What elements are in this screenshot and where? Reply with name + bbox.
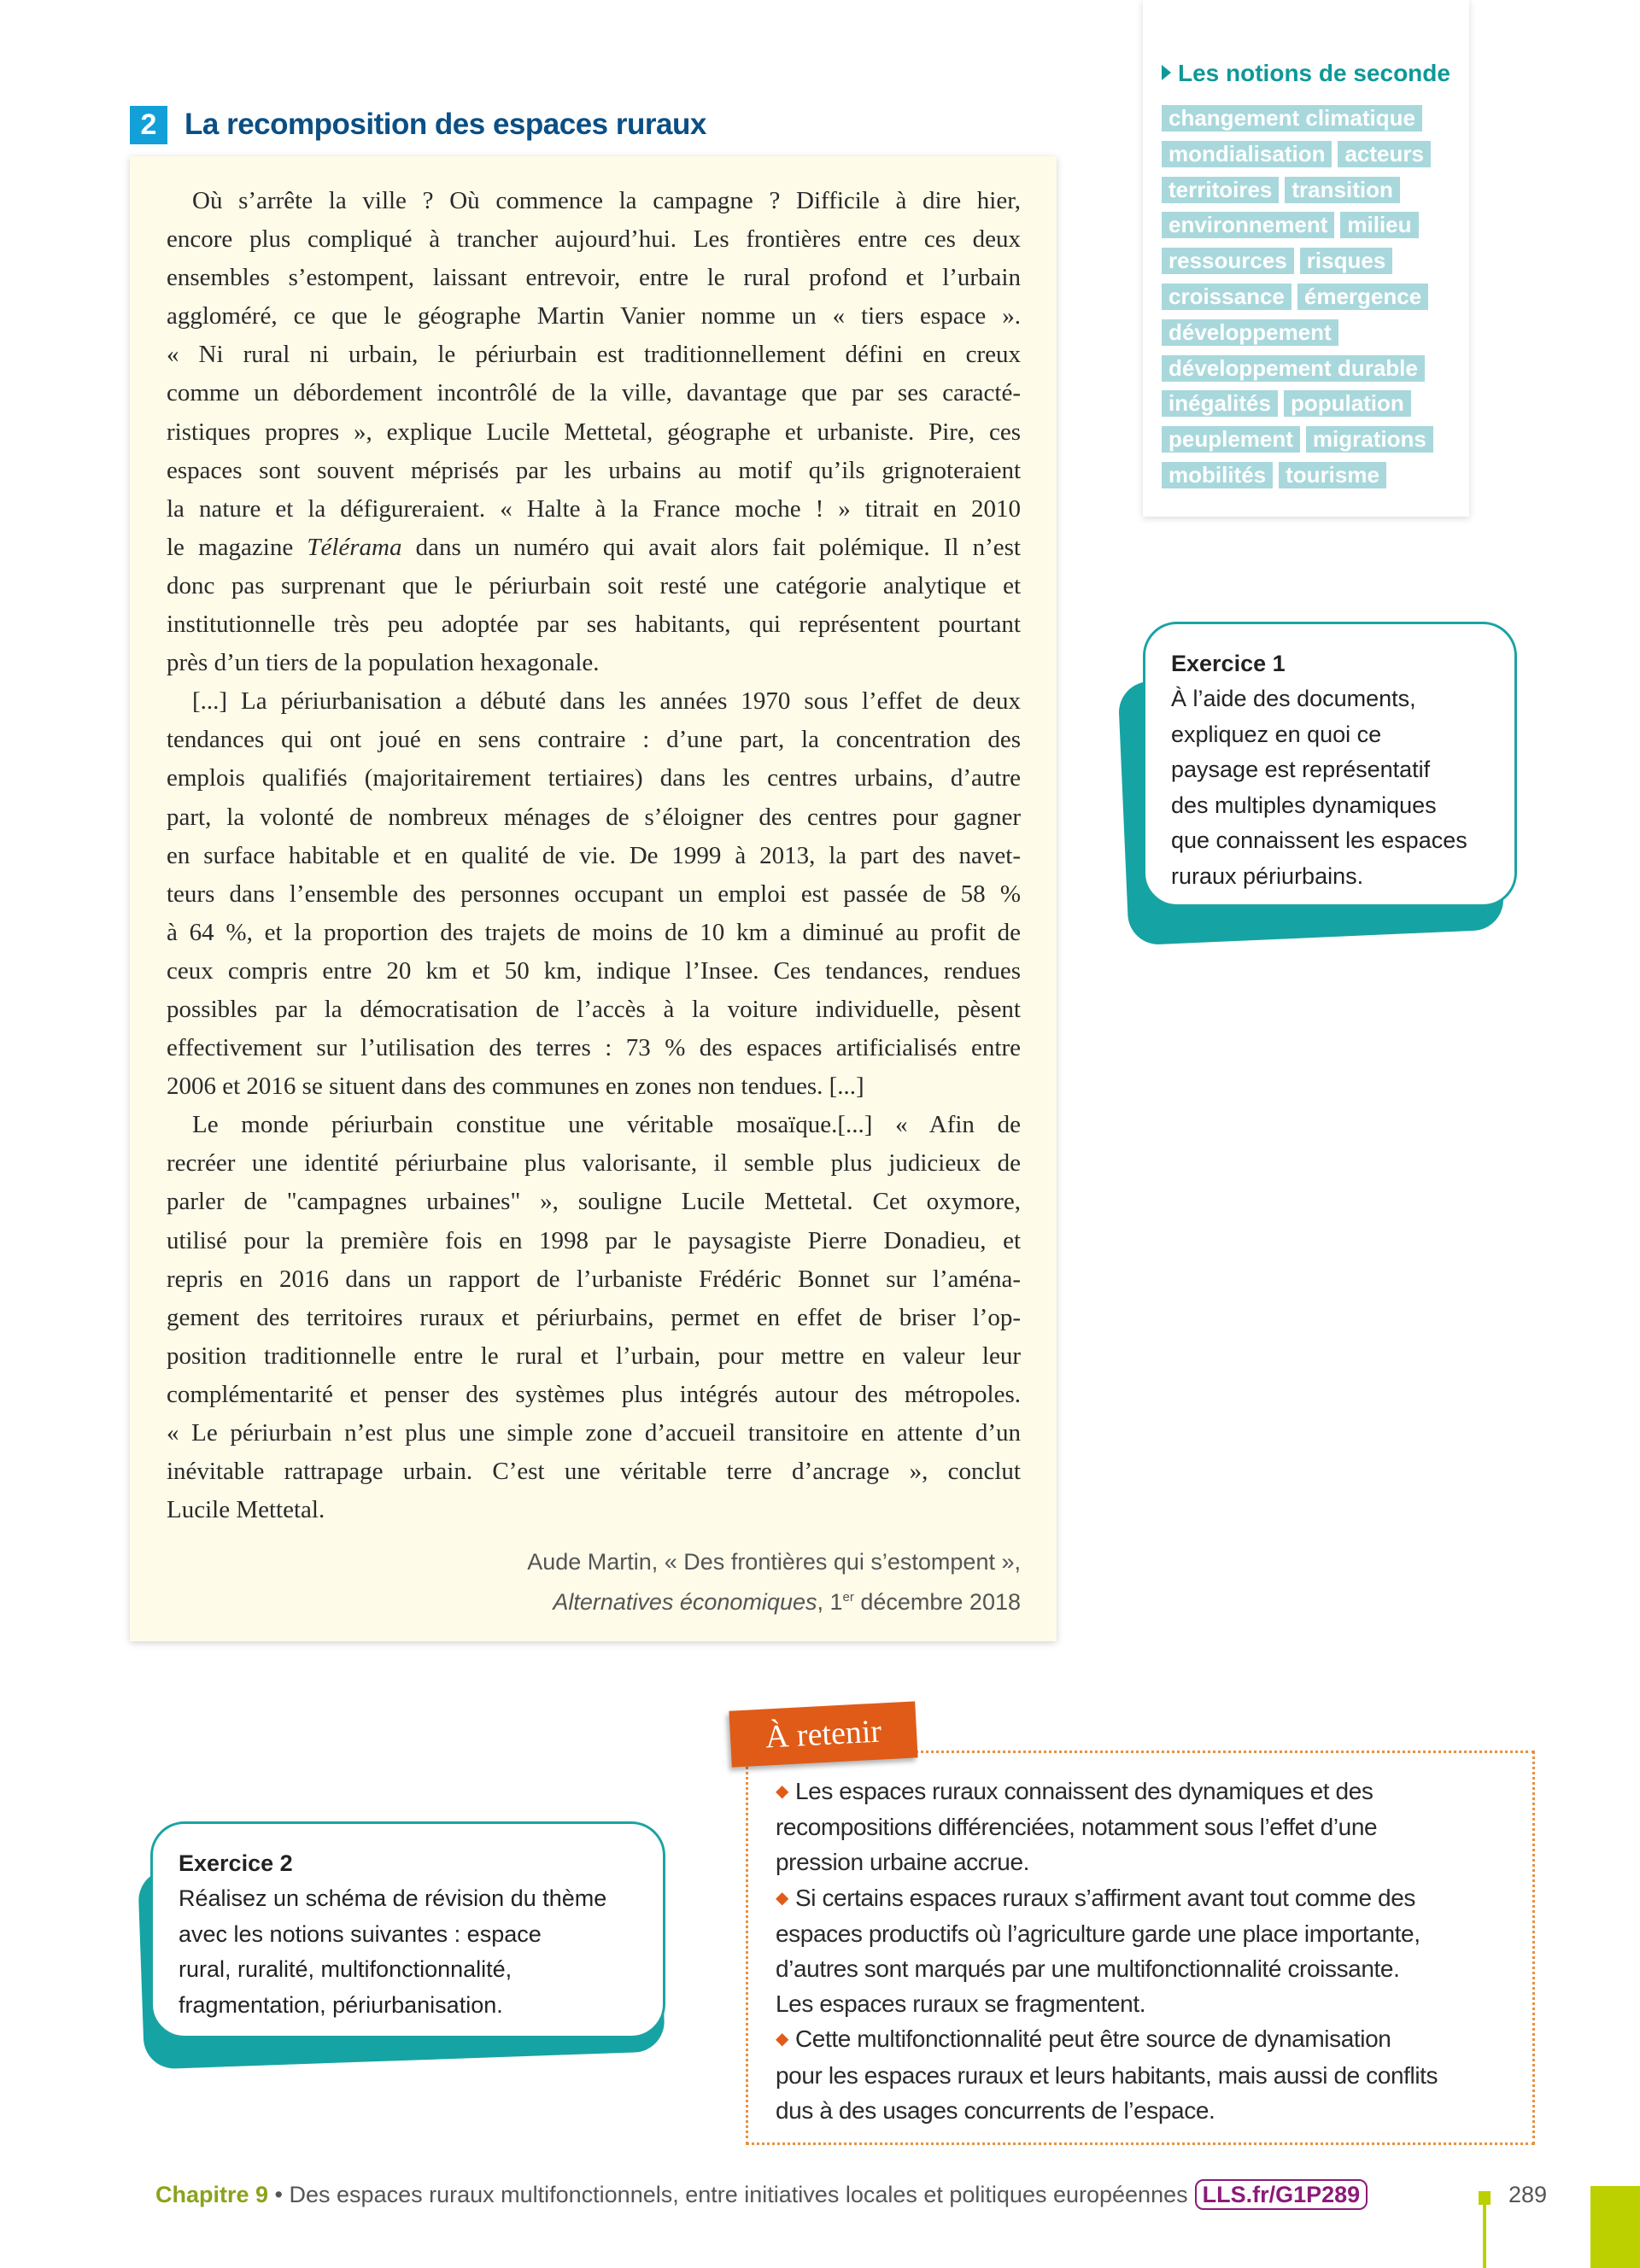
tag-row bbox=[1162, 426, 1461, 462]
tag-row bbox=[1162, 390, 1461, 426]
triangle-right-icon bbox=[1162, 65, 1171, 80]
retenir-text: Cette multifonctionnalité peut être source de dynamisation bbox=[794, 2025, 1391, 2053]
notion-tag: développement bbox=[1162, 319, 1338, 346]
retenir-line: dus à des usages concurrents de l’espace. bbox=[776, 2096, 1215, 2124]
notion-tag: tourisme bbox=[1279, 462, 1386, 488]
article-line: donc pas surprenant que le périurbain soit resté une catégorie analytique et bbox=[167, 571, 1021, 599]
retenir-text: Si certains espaces ruraux s’affirment avant tout comme des bbox=[794, 1884, 1415, 1911]
article-line: « Ni rural ni urbain, le périurbain est traditionnellement défini en creux bbox=[167, 341, 1021, 369]
article-line: espaces sont souvent méprisés par les urbains au motif qu’ils grignoteraient bbox=[167, 456, 1021, 484]
notion-tag: émergence bbox=[1297, 284, 1428, 310]
citation bbox=[527, 1545, 1021, 1620]
exercise-line: avec les notions suivantes : espace bbox=[179, 1920, 542, 1947]
footer-separator: • bbox=[268, 2182, 290, 2207]
notion-tag: acteurs bbox=[1338, 141, 1431, 167]
diamond-bullet-icon: ◆ bbox=[776, 2030, 788, 2049]
retenir-line: d’autres sont marqués par une multifonctionnalité croissante. bbox=[776, 1955, 1400, 1983]
footer-marker bbox=[1479, 2191, 1491, 2205]
retenir-text: Les espaces ruraux connaissent des dynamiques et des bbox=[794, 1778, 1374, 1804]
citation-date-rest: décembre 2018 bbox=[853, 1589, 1021, 1615]
notion-tag: territoires bbox=[1162, 177, 1279, 203]
tag-row bbox=[1162, 462, 1461, 498]
exercise2-box bbox=[150, 1821, 665, 2038]
article-box bbox=[130, 156, 1057, 1641]
article-line: aggloméré, ce que le géographe Martin Vanier nomme un « tiers espace ». bbox=[167, 302, 1021, 330]
retenir-line: recompositions différenciées, notamment sous l’effet d’une bbox=[776, 1814, 1378, 1841]
tag-row bbox=[1162, 284, 1461, 319]
exercise-line: rural, ruralité, multifonctionnalité, bbox=[179, 1956, 512, 1982]
tag-row bbox=[1162, 105, 1461, 141]
article-line: institutionnelle très peu adoptée par ses habitants, qui représentent pourtant bbox=[167, 611, 1021, 639]
article-line: teurs dans l’ensemble des personnes occupant un emploi est passée de 58 % bbox=[167, 880, 1021, 908]
article-line: repris en 2016 dans un rapport de l’urbaniste Frédéric Bonnet sur l’aména- bbox=[167, 1265, 1021, 1293]
article-line: à 64 %, et la proportion des trajets de moins de 10 km a diminué au profit de bbox=[167, 918, 1021, 946]
exercise-line: paysage est représentatif bbox=[1171, 757, 1431, 782]
article-line: comme un débordement incontrôlé de la ville, davantage que par ses caracté- bbox=[167, 379, 1021, 407]
article-line: la nature et la défigureraient. « Halte à la France moche ! » titrait en 2010 bbox=[167, 494, 1021, 523]
footer-chapter-title: Des espaces ruraux multifonctionnels, entre initiatives locales et politiques européennes bbox=[289, 2182, 1188, 2207]
footer-chapter: Chapitre 9 bbox=[155, 2182, 269, 2207]
tag-row bbox=[1162, 212, 1461, 248]
citation-author-title: Aude Martin, « Des frontières qui s’estompent », bbox=[527, 1549, 1021, 1575]
article-line: 2006 et 2016 se situent dans des communes en zones non tendues. [...] bbox=[167, 1073, 864, 1101]
tag-row bbox=[1162, 355, 1461, 391]
article-line bbox=[167, 529, 1021, 567]
exercise-line: expliquez en quoi ce bbox=[1171, 721, 1382, 747]
notions-title bbox=[1162, 60, 1450, 87]
exercise-line: ruraux périurbains. bbox=[1171, 862, 1364, 889]
section-number-badge: 2 bbox=[130, 106, 167, 144]
article-text: le magazine bbox=[167, 533, 308, 561]
exercise1-title: Exercice 1 bbox=[1171, 651, 1286, 676]
notions-title-text: Les notions de seconde bbox=[1178, 60, 1450, 86]
retenir-line: Les espaces ruraux se fragmentent. bbox=[776, 1990, 1146, 2018]
citation-source: Alternatives économiques bbox=[553, 1589, 817, 1615]
article-line: position traditionnelle entre le rural et l’urbain, pour mettre en valeur leur bbox=[167, 1342, 1021, 1370]
article-line: recréer une identité périurbaine plus valorisante, il semble plus judicieux de bbox=[167, 1149, 1021, 1178]
notion-tag: migrations bbox=[1306, 426, 1433, 453]
corner-tab bbox=[1590, 2186, 1640, 2268]
article-line: gement des territoires ruraux et périurbains, permet en effet de briser l’op- bbox=[167, 1303, 1021, 1331]
exercise-line: que connaissent les espaces bbox=[1171, 827, 1467, 853]
article-line: [...] La périurbanisation a débuté dans les années 1970 sous l’effet de deux bbox=[192, 687, 1021, 716]
notion-tag: développement durable bbox=[1162, 355, 1425, 382]
notion-tag: peuplement bbox=[1162, 426, 1300, 453]
exercise2-text bbox=[179, 1881, 606, 2023]
notion-tag: population bbox=[1284, 390, 1411, 417]
article-line: emplois qualifiés (majoritairement tertiaires) dans les centres urbains, d’autre bbox=[167, 764, 1021, 792]
article-text: dans un numéro qui avait alors fait polémique. Il n’est bbox=[401, 533, 1021, 561]
section-title: La recomposition des espaces ruraux bbox=[184, 108, 706, 141]
article-line: Lucile Mettetal. bbox=[167, 1496, 325, 1524]
article-line: Où s’arrête la ville ? Où commence la campagne ? Difficile à dire hier, bbox=[192, 187, 1021, 214]
exercise-line: des multiples dynamiques bbox=[1171, 792, 1437, 818]
retenir-item bbox=[776, 2021, 1519, 2128]
exercise1-text bbox=[1171, 681, 1467, 894]
retenir-title: À retenir bbox=[729, 1701, 917, 1767]
magazine-title: Télérama bbox=[307, 533, 402, 561]
footer bbox=[155, 2177, 1368, 2212]
article-line: Le monde périurbain constitue une véritable mosaïque.[...] « Afin de bbox=[192, 1111, 1021, 1139]
article-line: possibles par la démocratisation de l’accès à la voiture individuelle, pèsent bbox=[167, 995, 1021, 1023]
tag-row bbox=[1162, 319, 1461, 355]
article-line: près d’un tiers de la population hexagonale. bbox=[167, 649, 600, 677]
article-line: ristiques propres », explique Lucile Mettetal, géographe et urbaniste. Pire, ces bbox=[167, 418, 1021, 446]
notions-panel bbox=[1143, 0, 1469, 517]
retenir-item bbox=[776, 1774, 1519, 1880]
retenir-item bbox=[776, 1880, 1519, 2022]
article-line: « Le périurbain n’est plus une simple zone d’accueil transitoire en attente d’un bbox=[167, 1419, 1021, 1447]
exercise-line: Réalisez un schéma de révision du thème bbox=[179, 1885, 607, 1911]
exercise2-title: Exercice 2 bbox=[179, 1850, 293, 1876]
notion-tag: transition bbox=[1285, 177, 1399, 203]
page-number: 289 bbox=[1508, 2182, 1548, 2207]
article-line: tendances qui ont joué en sens contraire : d’une part, la concentration des bbox=[167, 726, 1021, 754]
notion-tag: ressources bbox=[1162, 248, 1294, 274]
citation-date: , 1 bbox=[817, 1589, 843, 1615]
retenir-line bbox=[776, 1774, 1519, 1809]
retenir-line bbox=[776, 2021, 1519, 2057]
retenir-line: pour les espaces ruraux et leurs habitants, mais aussi de conflits bbox=[776, 2061, 1438, 2089]
retenir-line: espaces productifs où l’agriculture garde une place importante, bbox=[776, 1920, 1420, 1947]
article-line: inévitable rattrapage urbain. C’est une véritable terre d’ancrage », conclut bbox=[167, 1458, 1021, 1486]
article-line: encore plus compliqué à trancher aujourd’hui. Les frontières entre ces deux bbox=[167, 225, 1021, 254]
tag-row bbox=[1162, 141, 1461, 177]
lls-link[interactable]: LLS.fr/G1P289 bbox=[1195, 2179, 1368, 2210]
diamond-bullet-icon: ◆ bbox=[776, 1888, 788, 1908]
exercise-line: fragmentation, périurbanisation. bbox=[179, 1991, 503, 2018]
article-line: part, la volonté de nombreux ménages de s’éloigner des centres pour gagner bbox=[167, 803, 1021, 831]
article-line: complémentarité et penser des systèmes plus intégrés autour des métropoles. bbox=[167, 1380, 1021, 1408]
article-line: ensembles s’estompent, laissant entrevoir, entre le rural profond et l’urbain bbox=[167, 264, 1021, 292]
article-line: utilisé pour la première fois en 1998 par le paysagiste Pierre Donadieu, et bbox=[167, 1226, 1021, 1254]
notion-tag: inégalités bbox=[1162, 390, 1278, 417]
notion-tag: changement climatique bbox=[1162, 105, 1422, 132]
article-body bbox=[167, 182, 1021, 1529]
diamond-bullet-icon: ◆ bbox=[776, 1782, 788, 1801]
article-line: ceux compris entre 20 km et 50 km, indique l’Insee. Ces tendances, rendues bbox=[167, 956, 1021, 985]
notion-tag: croissance bbox=[1162, 284, 1292, 310]
retenir-list bbox=[776, 1774, 1519, 2128]
notion-tag: mobilités bbox=[1162, 462, 1273, 488]
article-line: en surface habitable et en qualité de vie. De 1999 à 2013, la part des navet- bbox=[167, 841, 1021, 869]
exercise-line: À l’aide des documents, bbox=[1171, 686, 1416, 711]
notion-tag: mondialisation bbox=[1162, 141, 1332, 167]
notions-tags bbox=[1162, 105, 1461, 498]
tag-row bbox=[1162, 177, 1461, 213]
notion-tag: milieu bbox=[1340, 212, 1418, 238]
notion-tag: environnement bbox=[1162, 212, 1334, 238]
article-line: parler de "campagnes urbaines" », souligne Lucile Mettetal. Cet oxymore, bbox=[167, 1188, 1021, 1216]
citation-date-sup: er bbox=[842, 1590, 854, 1605]
exercise1-box bbox=[1143, 622, 1517, 907]
retenir-line: pression urbaine accrue. bbox=[776, 1849, 1030, 1876]
tag-row bbox=[1162, 248, 1461, 284]
article-line: effectivement sur l’utilisation des terres : 73 % des espaces artificialisés entre bbox=[167, 1034, 1021, 1062]
notion-tag: risques bbox=[1300, 248, 1393, 274]
retenir-line bbox=[776, 1880, 1519, 1916]
citation-source-line bbox=[527, 1580, 1021, 1620]
